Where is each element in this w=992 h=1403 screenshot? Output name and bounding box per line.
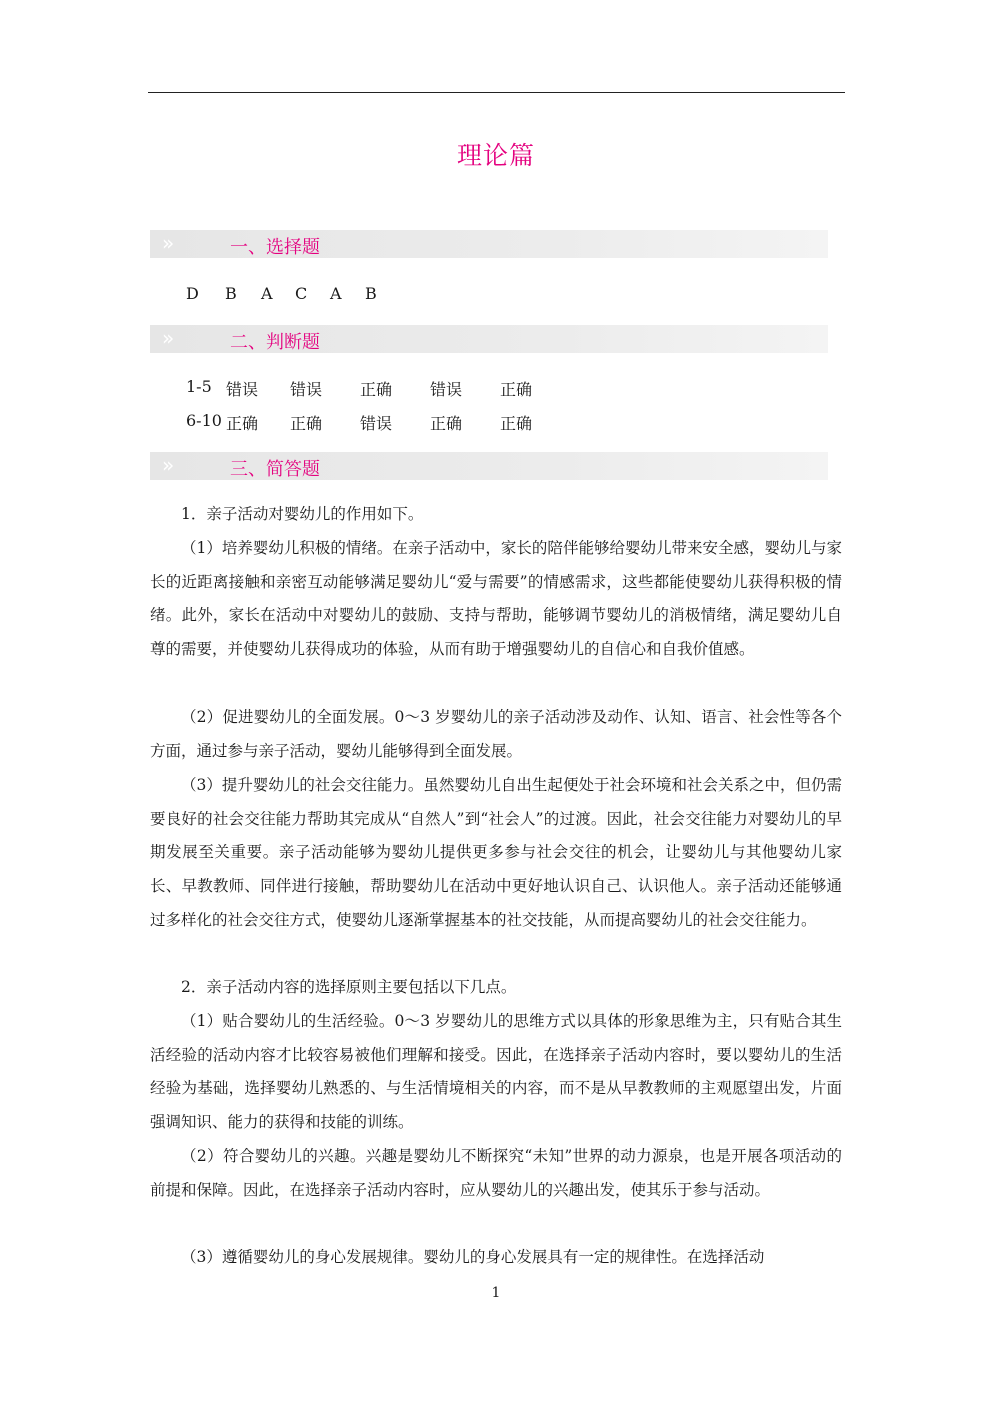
judge-answer: 正确 [360,380,393,399]
answer-item: B [365,284,377,303]
judge-answer: 正确 [500,414,533,433]
section-header-choice [150,230,828,258]
double-chevron-icon: » [162,231,172,255]
answer-item: D [186,284,199,303]
answer-item: B [225,284,237,303]
judge-answer: 正确 [226,414,259,433]
judge-answer: 错误 [360,414,393,433]
judge-row-label: 6-10 [186,411,222,430]
answer-paragraph: （3）提升婴幼儿的社会交往能力。虽然婴幼儿自出生起便处于社会环境和社会关系之中，但仍需要良好的社会交往能力帮助其完成从“自然人”到“社会人”的过渡。因此，社会交往能力对婴幼儿的早期发展至关重要。亲子活动能够为婴幼儿提供更多参与社会交往的机会，让婴幼儿与其他婴幼儿家长、早教教师、同伴进行接触，帮助婴幼儿在活动中更好地认识自己、认识他人。亲子活动还能够通过多样化的社会交往方式，使婴幼儿逐渐掌握基本的社交技能，从而提高婴幼儿的社会交往能力。 [150,776,842,929]
judge-answer: 错误 [430,380,463,399]
section-header-short [150,452,828,480]
section-header-judge [150,325,828,353]
judge-answer: 错误 [226,380,259,399]
answer-paragraph: （2）促进婴幼儿的全面发展。0～3 岁婴幼儿的亲子活动涉及动作、认知、语言、社会性等各个方面，通过参与亲子活动，婴幼儿能够得到全面发展。 [150,708,842,760]
double-chevron-icon: » [162,453,172,477]
judge-answer: 正确 [500,380,533,399]
judge-answer: 正确 [290,414,323,433]
section-title-choice: 一、选择题 [230,237,320,258]
page-title: 理论篇 [456,141,535,170]
top-rule [148,92,845,93]
answer-paragraph: （3）遵循婴幼儿的身心发展规律。婴幼儿的身心发展具有一定的规律性。在选择活动 [181,1248,765,1266]
answer-paragraph: （1）贴合婴幼儿的生活经验。0～3 岁婴幼儿的思维方式以具体的形象思维为主，只有贴合其生活经验的活动内容才比较容易被他们理解和接受。因此，在选择亲子活动内容时，要以婴幼儿的生活经验为基础，选择婴幼儿熟悉的、与生活情境相关的内容，而不是从早教教师的主观愿望出发，片面强调知识、能力的获得和技能的训练。 [150,1012,842,1132]
judge-answer: 错误 [290,380,323,399]
judge-row-label: 1-5 [186,377,212,396]
section-title-short: 三、简答题 [230,459,320,480]
answer-paragraph: （2）符合婴幼儿的兴趣。兴趣是婴幼儿不断探究“未知”世界的动力源泉，也是开展各项活动的前提和保障。因此，在选择亲子活动内容时，应从婴幼儿的兴趣出发，使其乐于参与活动。 [150,1147,842,1199]
answer-item: A [261,284,273,303]
answer-item: C [295,284,308,303]
judge-answer: 正确 [430,414,463,433]
section-title-judge: 二、判断题 [230,332,320,353]
double-chevron-icon: » [162,326,172,350]
answer-paragraph: 1．亲子活动对婴幼儿的作用如下。 [181,505,424,523]
choice-answers [186,284,377,303]
answer-item: A [330,284,342,303]
page-number: 1 [491,1285,501,1301]
answer-paragraph: （1）培养婴幼儿积极的情绪。在亲子活动中，家长的陪伴能够给婴幼儿带来安全感，婴幼儿与家长的近距离接触和亲密互动能够满足婴幼儿“爱与需要”的情感需求，这些都能使婴幼儿获得积极的情绪。此外，家长在活动中对婴幼儿的鼓励、支持与帮助，能够调节婴幼儿的消极情绪，满足婴幼儿自尊的需要，并使婴幼儿获得成功的体验，从而有助于增强婴幼儿的自信心和自我价值感。 [150,539,842,659]
answer-paragraph: 2．亲子活动内容的选择原则主要包括以下几点。 [181,978,517,996]
